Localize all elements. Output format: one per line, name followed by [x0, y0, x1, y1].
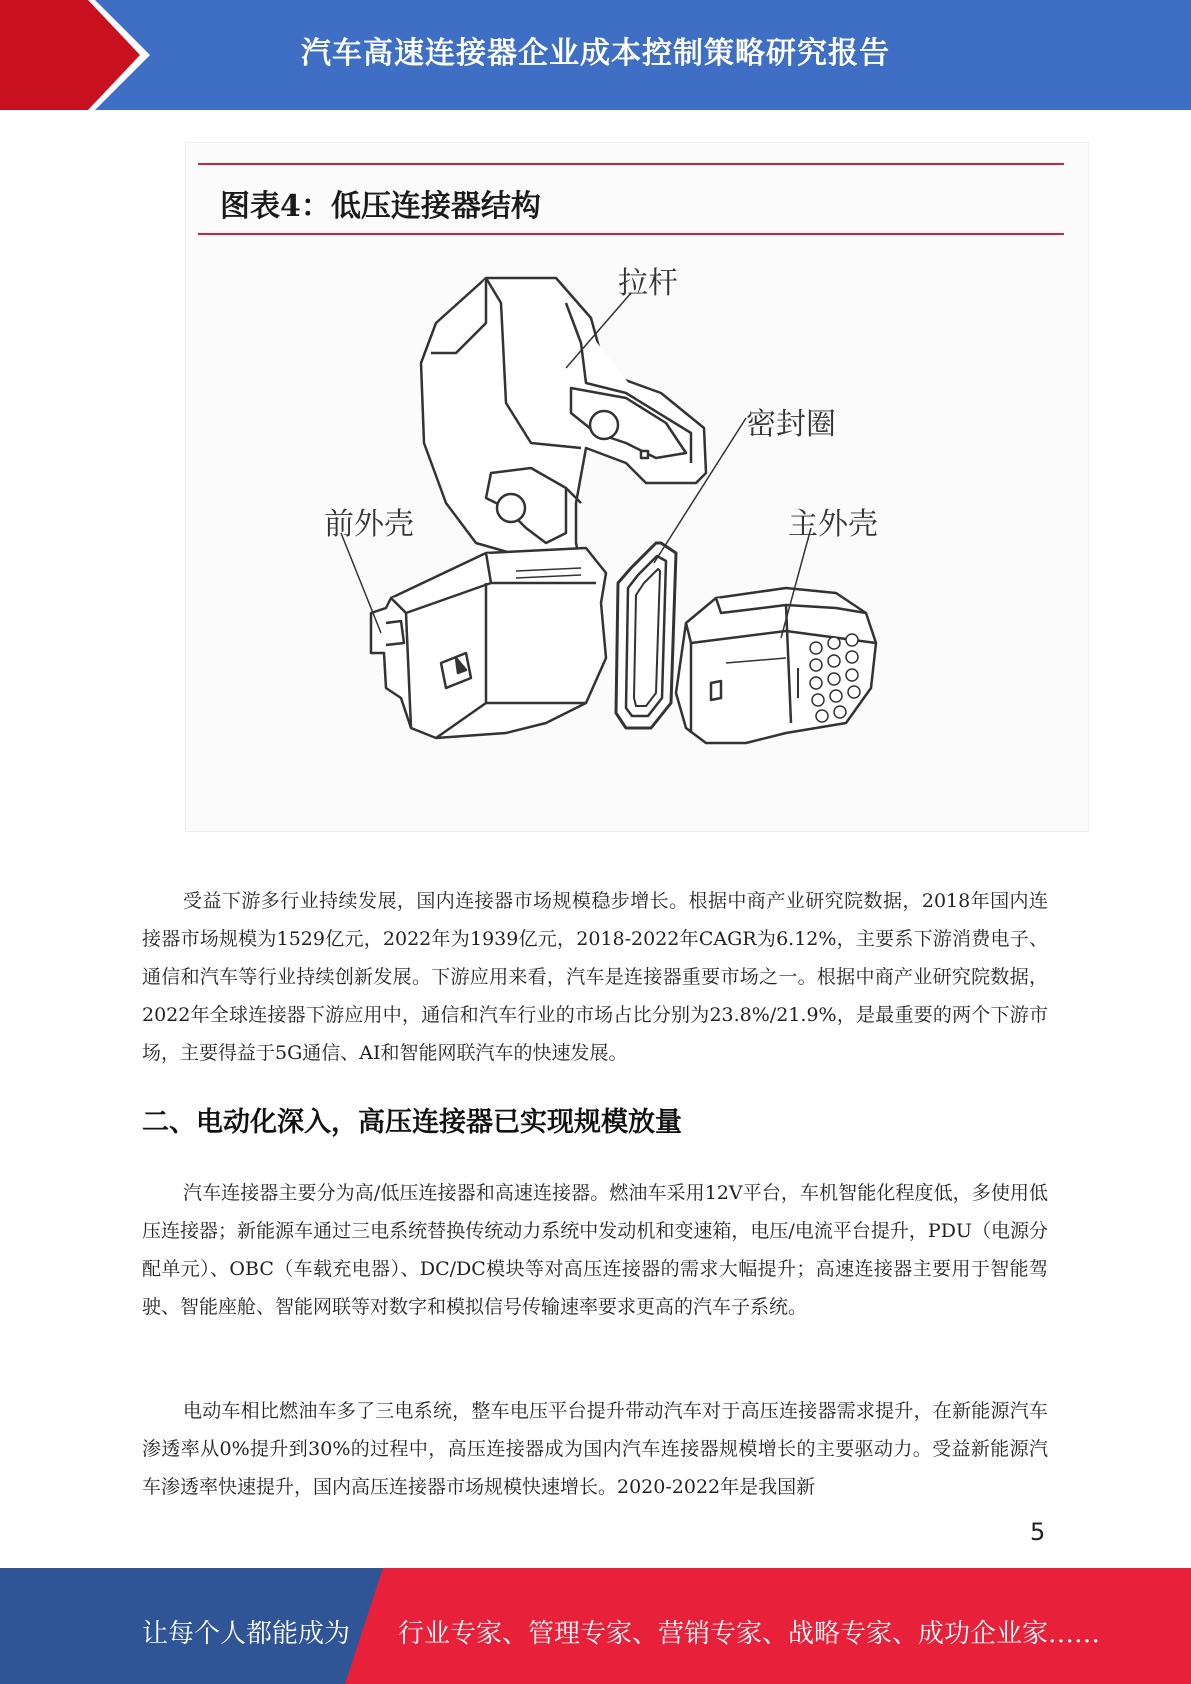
page-header	[0, 0, 1191, 110]
figure-title: 图表4：低压连接器结构	[220, 189, 541, 224]
figure-panel	[185, 142, 1089, 832]
footer-slogan-right: 行业专家、管理专家、营销专家、战略专家、成功企业家……	[398, 1619, 1101, 1649]
label-seal-ring: 密封圈	[746, 407, 836, 442]
label-main-shell: 主外壳	[788, 507, 878, 542]
label-front-shell: 前外壳	[324, 507, 414, 542]
body-paragraph-1: 受益下游多行业持续发展，国内连接器市场规模稳步增长。根据中商产业研究院数据，2018年国内连接器市场规模为1529亿元，2022年为1939亿元，2018-2022年CAGR为6.12%，主要系下游消费电子、通信和汽车等行业持续创新发展。下游应用来看，汽车是连接器重要市场之一。根据中商产业研究院数据，2022年全球连接器下游应用中，通信和汽车行业的市场占比分别为23.8%/21.9%，是最重要的两个下游市场，主要得益于5G通信、AI和智能网联汽车的快速发展。	[142, 890, 1048, 1064]
report-title: 汽车高速连接器企业成本控制策略研究报告	[301, 36, 890, 71]
label-pull-rod: 拉杆	[618, 266, 678, 301]
footer-slogan-left: 让每个人都能成为	[142, 1619, 351, 1649]
section-heading-2: 二、电动化深入，高压连接器已实现规模放量	[142, 1107, 682, 1138]
page-number: 5	[1030, 1518, 1046, 1546]
connector-structure-illustration	[186, 143, 1088, 831]
page-footer	[0, 1568, 1191, 1684]
seal-ring-drawing	[616, 543, 676, 728]
body-paragraph-3: 电动车相比燃油车多了三电系统，整车电压平台提升带动汽车对于高压连接器需求提升，在新能源汽车渗透率从0%提升到30%的过程中，高压连接器成为国内汽车连接器规模增长的主要驱动力。受益新能源汽车渗透率快速提升，国内高压连接器市场规模快速增长。2020-2022年是我国新	[142, 1400, 1048, 1498]
front-shell-drawing	[371, 548, 606, 738]
main-shell-drawing	[676, 588, 876, 743]
body-paragraph-2: 汽车连接器主要分为高/低压连接器和高速连接器。燃油车采用12V平台，车机智能化程度低，多使用低压连接器；新能源车通过三电系统替换传统动力系统中发动机和变速箱，电压/电流平台提升，PDU（电源分配单元）、OBC（车载充电器）、DC/DC模块等对高压连接器的需求大幅提升；高速连接器主要用于智能驾驶、智能座舱、智能网联等对数字和模拟信号传输速率要求更高的汽车子系统。	[142, 1182, 1048, 1318]
